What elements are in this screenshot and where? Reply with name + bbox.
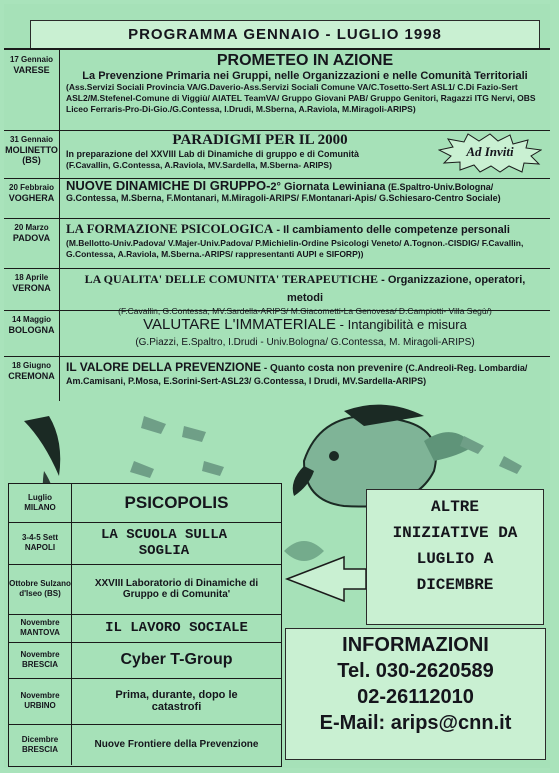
table-row: Luglio MILANO PSICOPOLIS bbox=[9, 484, 281, 523]
event-speakers: (F.Cavallin, G.Contessa, MV.Sardella-ARIPS/ M.Giacometti-La Genovesa/ D.Campiotti- Villa Segù/) bbox=[118, 306, 492, 316]
event-title: NUOVE DINAMICHE DI GRUPPO- bbox=[66, 178, 271, 193]
event-speakers: (F.Cavallin, G.Contessa, A.Raviola, MV.Sardella, M.Sberna- ARIPS) bbox=[66, 160, 332, 170]
contact-email: E-Mail: arips@cnn.it bbox=[319, 712, 512, 734]
event-title-tail: - Organizzazione, operatori, metodi bbox=[286, 274, 526, 304]
table-row: 3-4-5 Sett NAPOLI LA SCUOLA SULLA SOGLIA bbox=[9, 522, 281, 565]
event-title: PROMETEO IN AZIONE bbox=[216, 52, 394, 69]
table-row: Ottobre Sulzano d'Iseo (BS) XXVIII Laboratorio di Dinamiche di Gruppo e di Comunita' bbox=[9, 564, 281, 615]
event-title: LA FORMAZIONE PSICOLOGICA bbox=[66, 221, 274, 236]
events-table bbox=[4, 48, 550, 403]
contact-box bbox=[285, 628, 546, 760]
other-initiatives-line: INIZIATIVE DA bbox=[392, 524, 518, 542]
event-speakers: (E.Spaltro-Univ.Bologna/ G.Contessa, M.Sberna, F.Montanari, M.Miragoli-ARIPS/ F.Montanari-Apis/ G.Schiesaro-Centro Sociale) bbox=[66, 182, 501, 203]
event-date: 31 Gennaio MOLINETTO (BS) bbox=[4, 130, 60, 178]
table-row: Novembre MANTOVA IL LAVORO SOCIALE bbox=[9, 614, 281, 643]
event-title: VALUTARE L'IMMATERIALE bbox=[143, 316, 337, 333]
event-title-tail: 2° Giornata Lewiniana bbox=[270, 181, 386, 193]
contact-phone-alt: 02-26112010 bbox=[357, 686, 474, 708]
event-title: LA QUALITA' DELLE COMUNITA' TERAPEUTICHE bbox=[84, 272, 379, 286]
invite-badge-label: Ad Inviti bbox=[466, 144, 514, 159]
event-title-tail: - Intangibilità e misura bbox=[336, 317, 467, 332]
event-title-tail: - Il cambiamento delle competenze personali bbox=[273, 224, 510, 236]
event-date: 18 Aprile VERONA bbox=[4, 268, 60, 310]
table-row: Dicembre BRESCIA Nuove Frontiere della Prevenzione bbox=[9, 724, 281, 765]
table-row bbox=[4, 50, 550, 131]
page-title: PROGRAMMA GENNAIO - LUGLIO 1998 bbox=[30, 20, 540, 50]
event-subtitle: In preparazione del XXVIII Lab di Dinamiche di gruppo e di Comunità bbox=[66, 149, 360, 159]
event-title: PARADIGMI PER IL 2000 bbox=[172, 132, 348, 148]
initiative-label: Cyber T-Group bbox=[120, 651, 233, 668]
event-date: 17 Gennaio VARESE bbox=[4, 50, 60, 130]
initiative-label: PSICOPOLIS bbox=[124, 493, 229, 512]
event-speakers: (C.Andreoli-Reg. Lombardia/ Am.Camisani, P.Mosa, E.Sorini-Sert-ASL23/ G.Contessa, I Drudi, MV.Sardella-ARIPS) bbox=[66, 363, 528, 386]
initiatives-table bbox=[8, 483, 282, 767]
initiative-label: Prima, durante, dopo le catastrofi bbox=[115, 689, 238, 713]
table-row bbox=[4, 178, 550, 219]
event-date: 14 Maggio BOLOGNA bbox=[4, 310, 60, 356]
other-initiatives-line: LUGLIO A bbox=[416, 550, 494, 568]
contact-title: INFORMAZIONI bbox=[342, 634, 489, 656]
initiative-label: XXVIII Laboratorio di Dinamiche di Gruppo e di Comunita' bbox=[94, 578, 259, 600]
event-speakers: (G.Piazzi, E.Spaltro, I.Drudi - Univ.Bologna/ G.Contessa, M. Miragoli-ARIPS) bbox=[135, 337, 475, 348]
event-date: 20 Marzo PADOVA bbox=[4, 218, 60, 268]
event-title: IL VALORE DELLA PREVENZIONE bbox=[66, 360, 262, 374]
other-initiatives-line: DICEMBRE bbox=[416, 576, 494, 594]
other-initiatives-line: ALTRE bbox=[430, 498, 479, 516]
contact-phone: Tel. 030-2620589 bbox=[337, 660, 494, 682]
event-speakers: (Ass.Servizi Sociali Provincia VA/G.Daverio-Ass.Servizi Sociali Comune VA/C.Tosetto-Sert ASL1/ C.Di Fazio-Sert ASL2/M.Stefenel-Comune di Viggiù/ AIATEL TeamVA/ Gruppo Giovani PAB/ Gruppo Genitori, Ragazzi ITG Nervi, OBS Liceo Ferraris-Pro-Di-Gio./G.Contessa, I.Drudi, M.Sberna, A.Raviola, M.Miragoli-ARIPS) bbox=[66, 82, 536, 114]
table-row bbox=[4, 356, 550, 403]
event-title-tail: - Quanto costa non prevenire bbox=[261, 363, 403, 374]
table-row: Novembre URBINO Prima, durante, dopo le catastrofi bbox=[9, 678, 281, 725]
event-subtitle: La Prevenzione Primaria nei Gruppi, nelle Organizzazioni e nelle Comunità Territoriali bbox=[82, 70, 528, 82]
event-date: 18 Giugno CREMONA bbox=[4, 356, 60, 402]
table-row bbox=[4, 218, 550, 269]
other-initiatives-box bbox=[366, 489, 544, 625]
table-row: Novembre BRESCIA Cyber T-Group bbox=[9, 642, 281, 679]
initiative-label: Nuove Frontiere della Prevenzione bbox=[94, 739, 259, 750]
initiative-label: IL LAVORO SOCIALE bbox=[105, 620, 248, 636]
table-row bbox=[4, 310, 550, 357]
table-row bbox=[4, 268, 550, 316]
event-date: 20 Febbraio VOGHERA bbox=[4, 178, 60, 218]
initiative-label: LA SCUOLA SULLA SOGLIA bbox=[100, 527, 228, 559]
event-speakers: (M.Bellotto-Univ.Padova/ V.Majer-Univ.Padova/ P.Michielin-Ordine Psicologi Veneto/ A.Tognon.-CISDIG/ F.Cavallin, G.Contessa, A.Raviola, M.Sberna.-ARIPS/ rappresentanti AUPI e SIFORP)) bbox=[66, 238, 524, 259]
